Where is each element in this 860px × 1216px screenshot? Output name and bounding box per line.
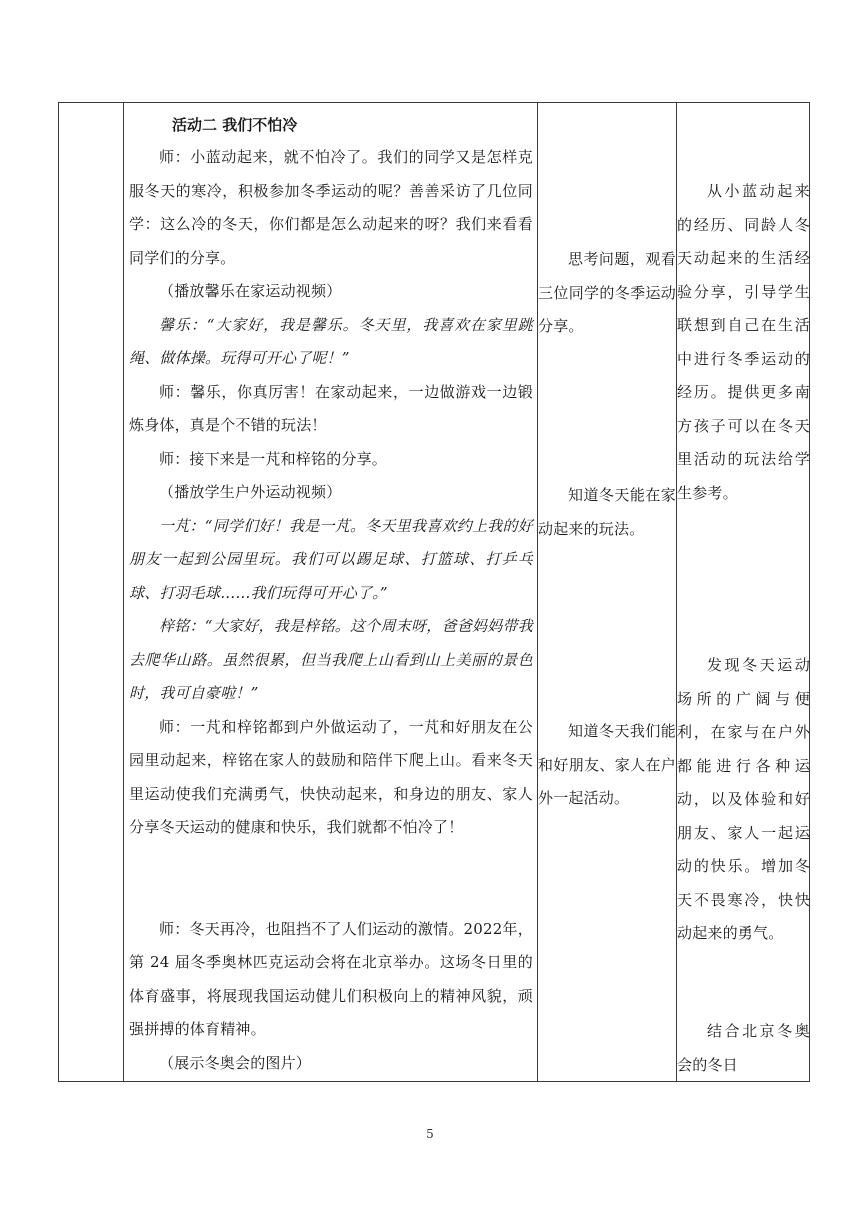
- lesson-table: [58, 102, 810, 1082]
- design-intent-text: 结合北京冬奥会的冬日: [677, 1022, 810, 1074]
- student-activity-text: 知道冬天我们能和好朋友、家人在户外一起活动。: [538, 722, 676, 807]
- teacher-activity-column: [124, 103, 537, 1081]
- teacher-paragraph: 师：小蓝动起来，就不怕冷了。我们的同学又是怎样克服冬天的寒冷，积极参加冬季运动的呢？善善采访了几位同学：这么冷的冬天，你们都是怎么动起来的呀？我们来看看同学们的分享。: [129, 148, 533, 267]
- page-number: 5: [426, 1127, 434, 1141]
- design-intent-text: 从小蓝动起来的经历、同龄人冬天动起来的生活经验分享，引导学生联想到自己在生活中进行冬季运动的经历。提供更多南方孩子可以在冬天里活动的玩法给学生参考。: [677, 182, 810, 502]
- student-activity-text: 知道冬天能在家动起来的玩法。: [538, 486, 676, 538]
- design-intent-text: 发现冬天运动场所的广阔与便利，在家与在户外都能进行各种运动，以及体验和好朋友、家人一起运动的快乐。增加冬天不畏寒冷，快快动起来的勇气。: [677, 656, 810, 942]
- student-quote: 馨乐：“大家好，我是馨乐。冬天里，我喜欢在家里跳绳、做体操。玩得可开心了呢！”: [129, 315, 533, 367]
- teacher-paragraph: 师：馨乐，你真厉害！在家动起来，一边做游戏一边锻炼身体，真是个不错的玩法！: [129, 382, 533, 434]
- activity-heading: 活动二 我们不怕冷: [172, 116, 298, 134]
- student-activity-text: 思考问题，观看三位同学的冬季运动分享。: [538, 250, 676, 335]
- student-quote: 梓铭：“大家好，我是梓铭。这个周末呀，爸爸妈妈带我去爬华山路。虽然很累，但当我爬上山看到山上美丽的景色时，我可自豪啦！”: [129, 617, 533, 702]
- blank-space: [129, 845, 533, 913]
- student-quote: 一芃：“同学们好！我是一芃。冬天里我喜欢约上我的好朋友一起到公园里玩。我们可以踢足球、打篮球、打乒乓球、打羽毛球……我们玩得可开心了。”: [129, 516, 533, 602]
- stage-direction: （播放馨乐在家运动视频）: [159, 282, 342, 300]
- teacher-paragraph: 师：接下来是一芃和梓铭的分享。: [159, 449, 388, 468]
- teacher-paragraph: 师：一芃和梓铭都到户外做运动了，一芃和好朋友在公园里动起来，梓铭在家人的鼓励和陪伴下爬上山。看来冬天里运动使我们充满勇气，快快动起来，和身边的朋友、家人分享冬天运动的健康和快乐，我们就都不怕冷了！: [129, 717, 533, 836]
- design-intent-column: [677, 103, 810, 1081]
- teacher-paragraph: 师：冬天再冷，也阻挡不了人们运动的激情。2022年，第 24 届冬季奥林匹克运动会将在北京举办。这场冬日里的体育盛事，将展现我国运动健儿们积极向上的精神风貌，顽强拼搏的体育精神。: [129, 919, 533, 1038]
- stage-direction: （播放学生户外运动视频）: [159, 483, 342, 501]
- stage-direction: （展示冬奥会的图片）: [159, 1053, 312, 1072]
- student-activity-column: [538, 103, 676, 1081]
